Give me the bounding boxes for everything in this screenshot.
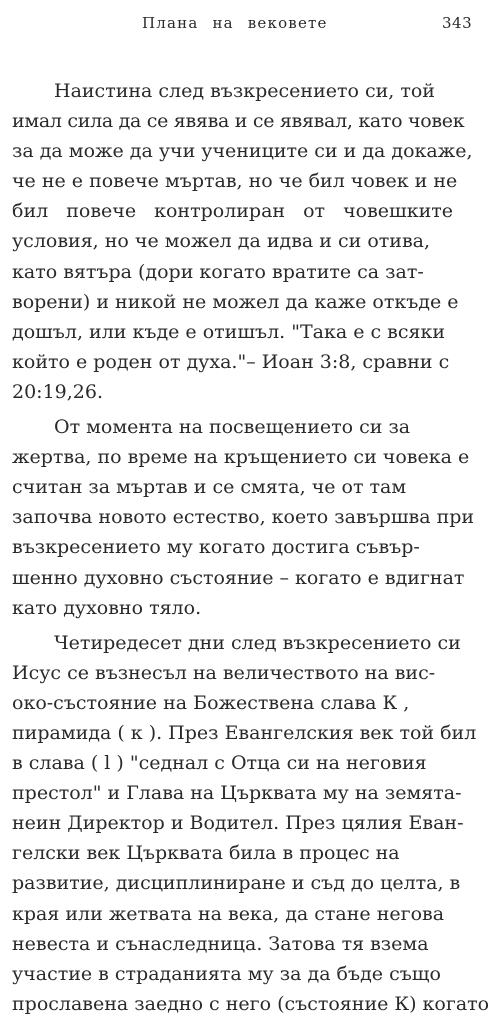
text-line: неин Директор и Водител. През цялия Еван- [12, 812, 464, 835]
text-line: Четиредесет дни след възкресението си [54, 631, 461, 654]
text-line: Наистина след възкресението си, той [54, 80, 435, 102]
text-line: Исус се възнесъл на величеството на вис- [12, 661, 436, 684]
text-line: който е роден от духа."– Иоан 3:8, сравни с [12, 350, 450, 373]
page-number: 343 [442, 14, 473, 32]
text-line: престол" и Глава на Църквата му на земята- [12, 782, 462, 805]
text-line: гелски век Църквата била в процес на [12, 842, 400, 865]
text-line: започва новото естество, което завършва при [12, 506, 475, 529]
text-line: От момента на посвещението си за [54, 416, 411, 439]
text-line: невеста и сънаследница. Затова тя взема [12, 932, 429, 955]
text-line: бил повече контролиран от човешките [12, 200, 454, 223]
paragraph [12, 628, 494, 1019]
text-line: че не е повече мъртав, но че бил човек и не [12, 170, 458, 193]
text-line: дошъл, или къде е отишъл. "Така е с всяки [12, 320, 446, 343]
text-line: ворени) и никой не можел да каже откъде е [12, 290, 459, 313]
running-title: Плана на вековете [142, 14, 328, 32]
text-line: пирамида ( к ). През Евангелския век той бил [12, 721, 477, 744]
text-line: в слава ( l ) "седнал с Отца си на неговия [12, 752, 427, 775]
text-line: условия, но че можел да идва и си отива, [12, 230, 431, 253]
text-line: за да може да учи учениците си и да докаже, [12, 140, 473, 163]
text-line: развитие, дисциплиниране и съд до целта, в [12, 872, 461, 895]
text-line: 20:19,26. [12, 380, 104, 403]
running-header [0, 14, 500, 38]
text-line: като духовно тяло. [12, 596, 202, 619]
text-line: участие в страданията му за да бъде също [12, 962, 441, 985]
text-line: възкресението му когато достига съвър- [12, 536, 420, 559]
text-line: имал сила да се явява и се явявал, като човек [12, 110, 465, 133]
paragraph [12, 76, 494, 407]
text-line: считан за мъртав и се смята, че от там [12, 476, 407, 499]
text-line: като вятъра (дори когато вратите са зат- [12, 260, 424, 283]
text-line: шенно духовно състояние – когато е вдигнат [12, 566, 465, 589]
text-line: жертва, по време на кръщението си човека е [12, 446, 470, 469]
body-text [12, 76, 494, 1019]
text-line: око-състояние на Божествена слава К , [12, 691, 410, 714]
text-line: прославена заедно с него (състояние К) когато [12, 992, 490, 1015]
paragraph [12, 412, 494, 623]
text-line: края или жетвата на века, да стане негова [12, 902, 445, 925]
